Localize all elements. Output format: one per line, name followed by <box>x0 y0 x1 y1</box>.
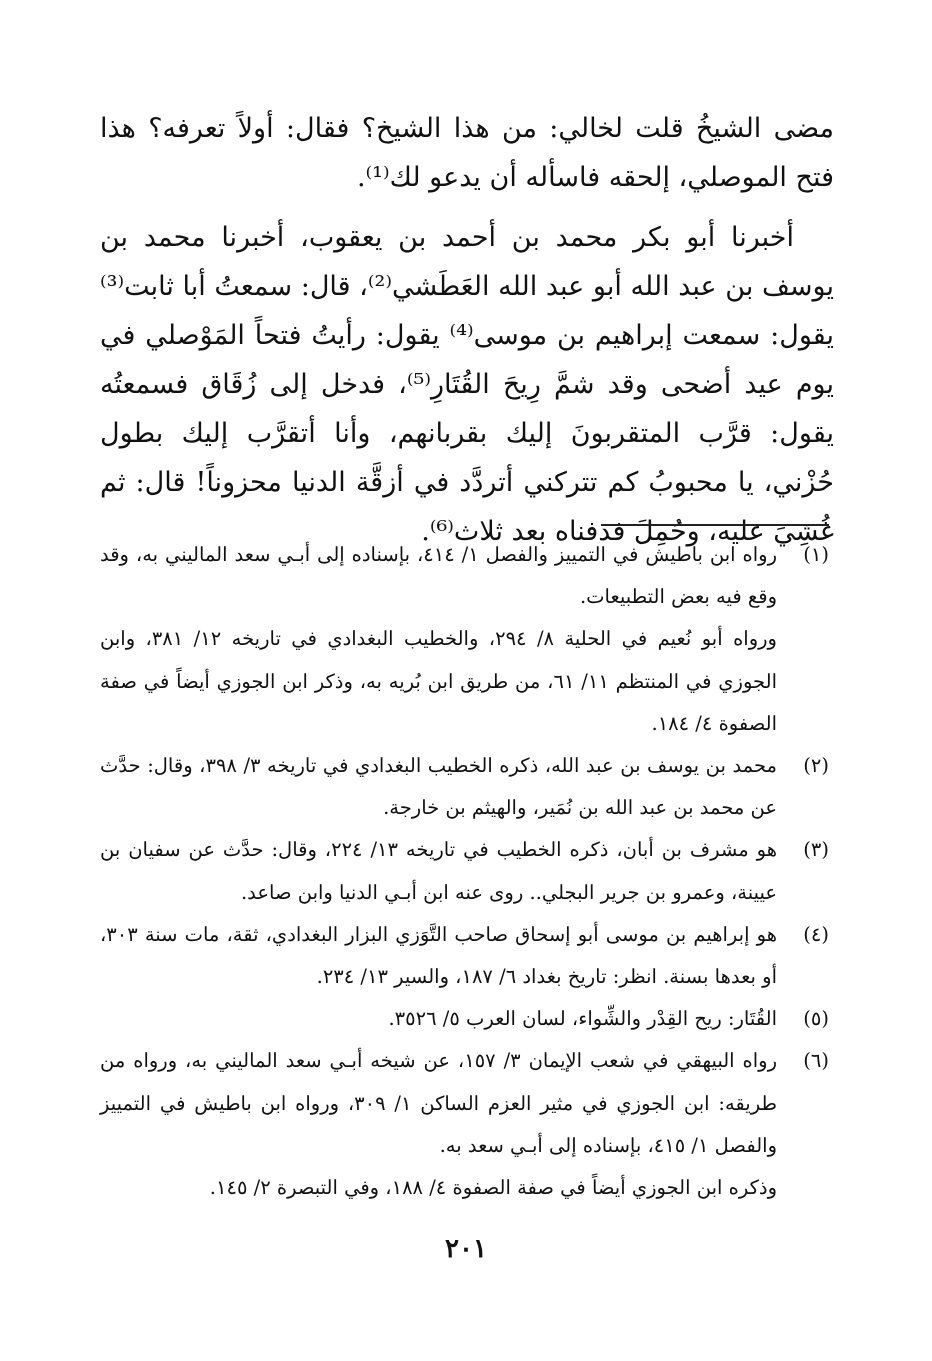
footnote-text: ورواه أبو نُعيم في الحلية ٨/ ٢٩٤، والخطيب البغدادي في تاريخه ١٢/ ٣٨١، وابن الجوزي في المنتظم ١١/ ٦١، من طريق ابن بُريه به، وذكر ابن الجوزي أيضاً في صفة الصفوة ٤/ ١٨٤. <box>100 627 777 735</box>
footnote-5 <box>100 998 829 1040</box>
footnote-number: (٥) <box>803 1007 829 1031</box>
footnote-text: وذكره ابن الجوزي أيضاً في صفة الصفوة ٤/ ١٨٨، وفي التبصرة ٢/ ١٤٥. <box>209 1176 777 1200</box>
footnote-1 <box>100 534 829 745</box>
main-paragraph-1: مضى الشيخُ قلت لخالي: من هذا الشيخ؟ فقال: أولاً تعرفه؟ هذا فتح الموصلي، إلحقه فاسأله أن يدعو لك⁽¹⁾. <box>100 113 834 193</box>
footnote-text: هو إبراهيم بن موسى أبو إسحاق صاحب التَّوَزي البزار البغدادي، ثقة، مات سنة ٣٠٣، أو بعدها بسنة. انظر: تاريخ بغداد ٦/ ١٨٧، والسير ١٣/ ٢٣٤. <box>100 922 777 989</box>
footnote-text: رواه ابن باطيش في التمييز والفصل ١/ ٤١٤، بإسناده إلى أبـي سعد الماليني به، وقد وقع فيه بعض التطبيعات. <box>100 543 777 609</box>
footnote-body <box>100 745 777 829</box>
footnote-number: (٢) <box>803 754 829 778</box>
main-text <box>100 104 834 556</box>
footnote-number: (٤) <box>803 922 829 946</box>
footnotes <box>100 534 829 1209</box>
footnote-separator <box>601 524 829 526</box>
footnote-number: (٣) <box>803 838 829 862</box>
footnote-3 <box>100 829 829 913</box>
footnote-body <box>100 534 777 745</box>
footnote-number: (٦) <box>803 1049 829 1073</box>
footnote-body <box>100 829 777 913</box>
footnote-text: محمد بن يوسف بن عبد الله، ذكره الخطيب البغدادي في تاريخه ٣/ ٣٩٨، وقال: حدَّث عن محمد بن عبد الله بن نُمَير، والهيثم بن خارجة. <box>100 754 777 820</box>
page-number: ٢٠١ <box>445 1234 487 1264</box>
footnote-number: (١) <box>803 543 829 566</box>
footnote-text: هو مشرف بن أبان، ذكره الخطيب في تاريخه ١٣/ ٢٢٤، وقال: حدَّث عن سفيان بن عيينة، وعمرو بن جرير البجلي.. روى عنه ابن أبـي الدنيا وابن صاعد. <box>100 838 777 904</box>
footnote-body <box>100 914 777 998</box>
footnote-4 <box>100 914 829 998</box>
footnote-2 <box>100 745 829 829</box>
main-paragraph-2: أخبرنا أبو بكر محمد بن أحمد بن يعقوب، أخبرنا محمد بن يوسف بن عبد الله أبو عبد الله العَطَشي⁽²⁾، قال: سمعتُ أبا ثابت⁽³⁾ يقول: سمعت إبراهيم بن موسى⁽⁴⁾ يقول: رأيتُ فتحاً المَوْصلي في يوم عيد أضحى وقد شمَّ رِيحَ القُتَارِ⁽⁵⁾، فدخل إلى زُقَاق فسمعتُه يقول: قرَّب المتقربونَ إليك بقربانهم، وأنا أتقرَّب إليك بطول حُزْني، يا محبوبُ كم تتركني أتردَّد في أزقَّة الدنيا محزوناً! قال: ثم غُشِيَ عليه، وحُمِلَ فدفناه بعد ثلاث⁽⁶⁾. <box>100 222 834 547</box>
footnote-text: رواه البيهقي في شعب الإيمان ٣/ ١٥٧، عن شيخه أبـي سعد الماليني به، ورواه من طريقه: ابن الجوزي في مثير العزم الساكن ١/ ٣٠٩، ورواه ابن باطيش في التمييز والفصل ١/ ٤١٥، بإسناده إلى أبـي سعد به. <box>100 1049 777 1157</box>
footnote-6 <box>100 1040 829 1209</box>
footnote-text: القُتَار: ريح القِدْر والشِّواء، لسان العرب ٥/ ٣٥٢٦. <box>388 1007 777 1031</box>
footnote-body <box>100 1040 777 1209</box>
footnote-body <box>100 998 777 1040</box>
